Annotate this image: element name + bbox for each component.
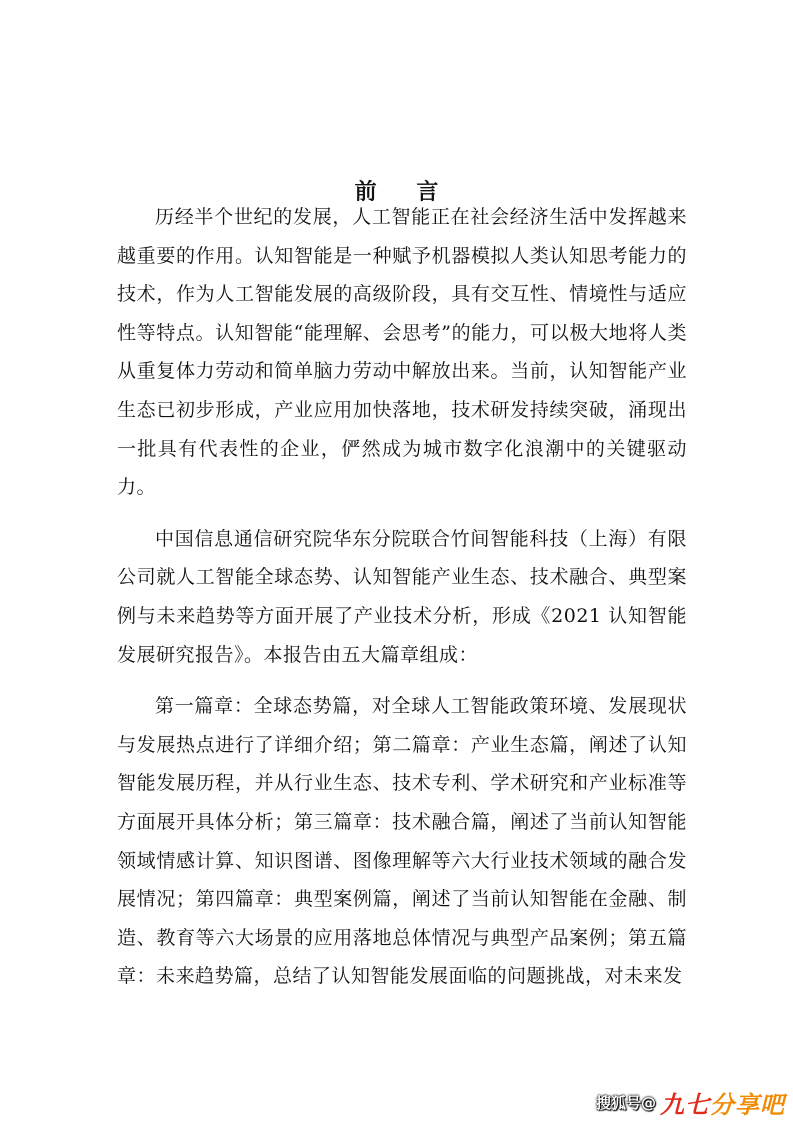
watermark <box>595 1088 785 1119</box>
watermark-source: 搜狐号@ <box>595 1093 656 1112</box>
document-body <box>117 198 687 1009</box>
paragraph-report-info: 中国信息通信研究院华东分院联合竹间智能科技（上海）有限公司就人工智能全球态势、认知智能产业生态、技术融合、典型案例与未来趋势等方面开展了产业技术分析，形成《2021 认知智能发展研究报告》。本报告由五大篇章组成： <box>117 527 687 666</box>
watermark-logo <box>660 1085 785 1120</box>
page-title: 前 言 <box>354 178 455 205</box>
watermark-logo-main: 九七 <box>660 1090 710 1119</box>
paragraph-intro: 历经半个世纪的发展，人工智能正在社会经济生活中发挥越来越重要的作用。认知智能是一种赋予机器模拟人类认知思考能力的技术，作为人工智能发展的高级阶段，具有交互性、情境性与适应性等特点。认知智能“能理解、会思考”的能力，可以极大地将人类从重复体力劳动和简单脑力劳动中解放出来。当前，认知智能产业生态已初步形成，产业应用加快落地，技术研发持续突破，涌现出一批具有代表性的企业，俨然成为城市数字化浪潮中的关键驱动力。 <box>117 206 687 499</box>
paragraph-chapters: 第一篇章：全球态势篇，对全球人工智能政策环境、发展现状与发展热点进行了详细介绍；第二篇章：产业生态篇，阐述了认知智能发展历程，并从行业生态、技术专利、学术研究和产业标准等方面展开具体分析；第三篇章：技术融合篇，阐述了当前认知智能领域情感计算、知识图谱、图像理解等六大行业技术领域的融合发展情况；第四篇章：典型案例篇，阐述了当前认知智能在金融、制造、教育等六大场景的应用落地总体情况与典型产品案例；第五篇章：未来趋势篇，总结了认知智能发展面临的问题挑战，对未来发 <box>117 695 687 988</box>
watermark-logo-accent: 分享吧 <box>710 1090 785 1119</box>
